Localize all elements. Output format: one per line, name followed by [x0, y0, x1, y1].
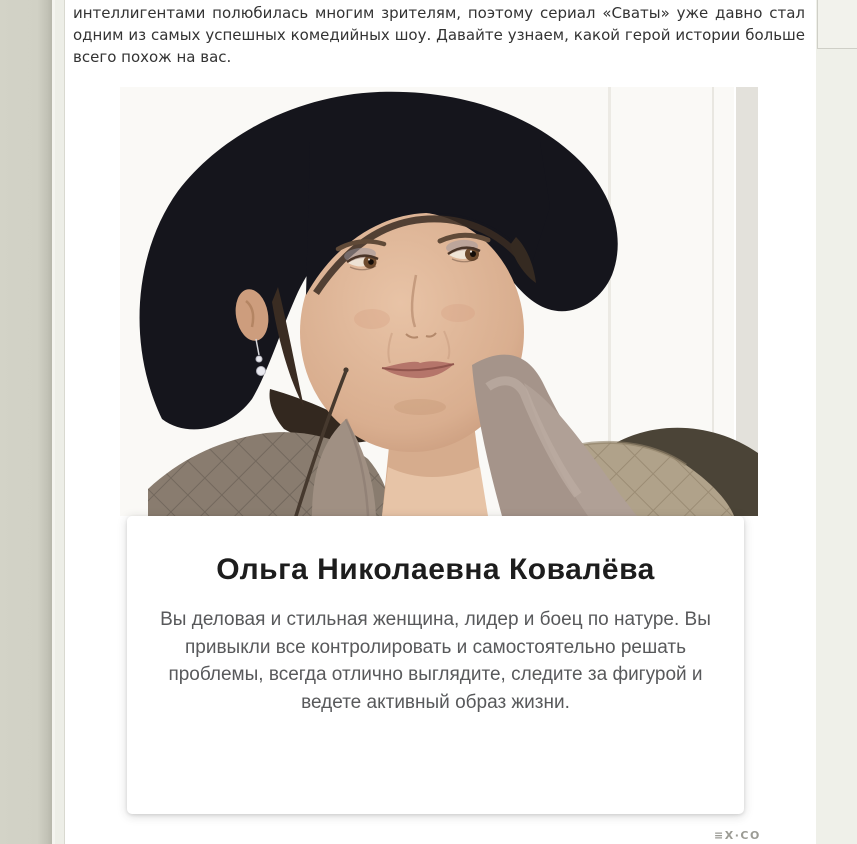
- result-title: Ольга Николаевна Ковалёва: [216, 553, 655, 586]
- exco-logo[interactable]: ≡X·CO: [714, 829, 761, 842]
- side-panel-widget: [817, 0, 857, 49]
- right-side-panel: [816, 0, 857, 844]
- result-card: [127, 516, 744, 814]
- portrait-illustration: [120, 87, 758, 516]
- content-left-gutter: [55, 0, 65, 844]
- article-content: [65, 0, 816, 844]
- intro-paragraph: интеллигентами полюбилась многим зрителям, поэтому сериал «Сваты» уже давно стал одним из самых успешных комедийных шоу. Давайте узнаем, какой герой истории больше всего похож на вас.: [73, 4, 805, 66]
- result-description: Вы деловая и стильная женщина, лидер и боец по натуре. Вы привыкли все контролировать и самостоятельно решать проблемы, всегда отлично выглядите, следите за фигурой и ведете активный образ жизни.: [160, 609, 711, 713]
- portrait-photo: [120, 87, 758, 516]
- left-background-rail: [0, 0, 52, 844]
